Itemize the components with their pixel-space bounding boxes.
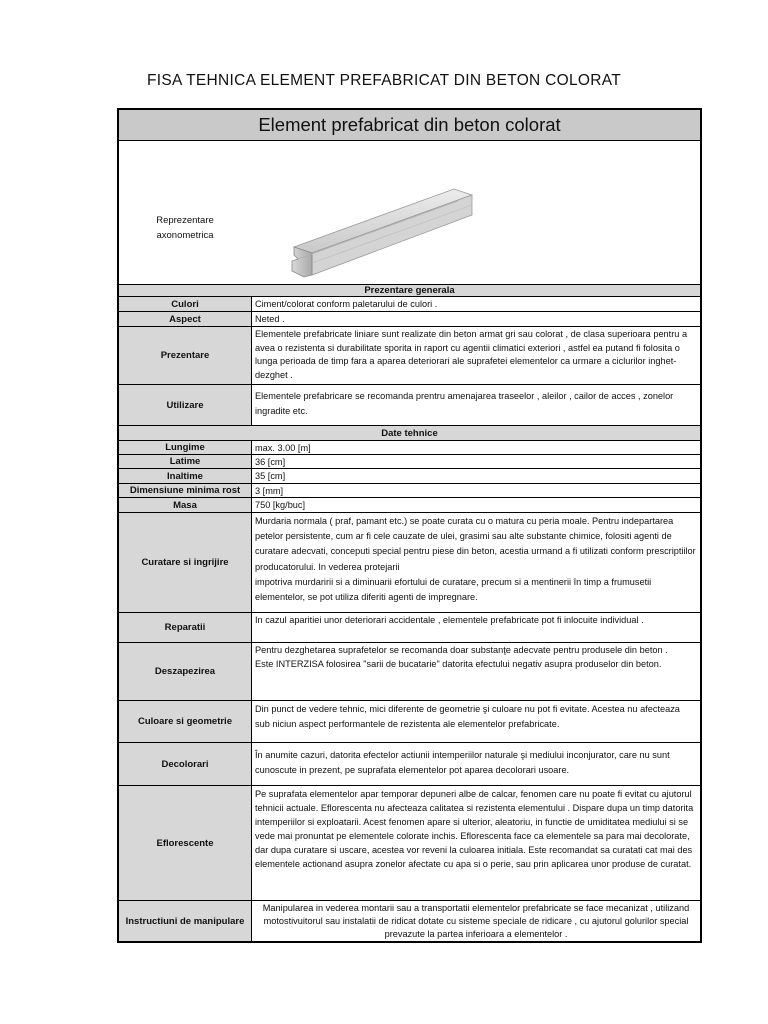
image-label: Reprezentare axonometrica [156, 215, 214, 241]
row-culoare [119, 701, 700, 743]
label-reparatii: Reparatii [119, 613, 252, 642]
label-culori: Culori [119, 297, 252, 311]
technical-sheet-table [117, 108, 702, 943]
value-lungime: max. 3.00 [m] [255, 443, 311, 453]
row-latime [119, 455, 700, 469]
value-rost: 3 [mm] [255, 486, 284, 496]
deszapezirea-paragraph-2: Este INTERZISA folosirea "sarii de bucatarie" datorita efectului negativ asupra produselor din beton. [255, 658, 662, 669]
deszapezirea-paragraph-1: Pentru dezghetarea suprafetelor se recomanda doar substanţe adecvate pentru produsele din beton . [255, 645, 668, 655]
product-drawing [282, 181, 482, 296]
value-manipulare: Manipularea in vederea montarii sau a transportatii elementelor prefabricate se face mecanizat , utilizand motostivuitorul sau instalatii de ridicat dotate cu sisteme speciale de ridicare , cu ajutorul golurilor special prevazute la partea inferioara a elementelor . [262, 903, 690, 939]
section-general: Prezentare generala [119, 285, 700, 297]
row-lungime [119, 441, 700, 455]
label-manipulare: Instructiuni de manipulare [119, 901, 252, 941]
row-utilizare [119, 385, 700, 426]
row-inaltime [119, 469, 700, 484]
value-aspect: Neted . [255, 314, 285, 324]
curatare-paragraph-2: impotriva murdaririi si a diminuarii efortului de curatare, precum si a mentinerii în timp a frumusetii elementelor, se pot utiliza diferiti agenti de impregnare. [255, 576, 652, 603]
label-aspect: Aspect [119, 312, 252, 326]
label-deszapezirea: Deszapezirea [119, 643, 252, 700]
row-manipulare [119, 901, 700, 941]
row-culori [119, 297, 700, 312]
row-eflorescente [119, 786, 700, 901]
label-culoare: Culoare si geometrie [119, 701, 252, 742]
row-masa [119, 498, 700, 513]
section-technical: Date tehnice [119, 426, 700, 441]
value-culori: Ciment/colorat conform paletarului de culori . [255, 299, 438, 309]
label-curatare: Curatare si ingrijire [119, 513, 252, 612]
value-utilizare: Elementele prefabricare se recomanda prentru amenajarea traseelor , aleilor , cailor de acces , zonelor ingradite etc. [255, 391, 674, 416]
row-rost [119, 484, 700, 498]
row-deszapezirea [119, 643, 700, 701]
label-inaltime: Inaltime [119, 469, 252, 483]
document-title: FISA TEHNICA ELEMENT PREFABRICAT DIN BETON COLORAT [146, 72, 622, 89]
label-latime: Latime [119, 455, 252, 468]
value-deszapezirea [252, 643, 700, 700]
label-decolorari: Decolorari [119, 743, 252, 785]
label-utilizare: Utilizare [119, 385, 252, 425]
concrete-curb-icon [282, 181, 482, 291]
row-curatare [119, 513, 700, 613]
row-reparatii [119, 613, 700, 643]
value-inaltime: 35 [cm] [255, 471, 286, 481]
value-latime: 36 [cm] [255, 457, 286, 467]
value-reparatii: In cazul aparitiei unor deteriorari accidentale , elementele prefabricate pot fi inlocuite individual . [255, 615, 644, 625]
value-culoare: Din punct de vedere tehnic, mici diferente de geometrie şi culoare nu pot fi evitate. Acestea nu afecteaza sub niciun aspect performantele de rezistenta ale elementelor prefabricate. [255, 704, 680, 730]
label-eflorescente: Eflorescente [119, 786, 252, 900]
label-rost: Dimensiune minima rost [119, 484, 252, 497]
value-curatare [252, 513, 700, 612]
row-aspect [119, 312, 700, 327]
label-masa: Masa [119, 498, 252, 512]
curatare-paragraph-1: Murdaria normala ( praf, pamant etc.) se poate curata cu o matura cu peria moale. Pentru indepartarea petelor persistente, cum ar fi cele cauzate de ulei, grasimi sau alte substante chimice, folositi agenti de curatare adecvati, conceputi special pentru piese din beton, acestia urmand a fi utilizati conform prescriptiilor producatorului. In vederea protejarii [255, 516, 696, 572]
value-decolorari: În anumite cazuri, datorita efectelor actiunii intemperiilor naturale şi mediului inconjurator, care nu sunt cunoscute in prezent, pe suprafata elementelor pot aparea decolorari usoare. [255, 750, 670, 776]
value-prezentare: Elementele prefabricate liniare sunt realizate din beton armat gri sau colorat , de clasa superioara pentru a avea o rezistenta si durabilitate sporita in raport cu agentii climatici exteriori , astfel ea putand fi folosita o lunga perioada de timp fara a aparea deteriorari ale suprafetei elementelor ca urmare a ciclurilor inghet-dezghet . [255, 329, 688, 380]
value-eflorescente: Pe suprafata elementelor apar temporar depuneri albe de calcar, fenomen care nu poate fi evitat cu ajutorul tehnicii actuale. Eflorescenta nu afecteaza calitatea si rezistenta elementului . Dispare dupa un timp datorita intemperiilor si exploatarii. Acest fenomen apare si ulterior, aleatoriu, in functie de umiditatea mediului si se vede mai pronuntat pe elementele colorate inchis. Eflorescenta face ca elementele sa para mai decolorate, dar dupa curatare si uscare, acestea vor reveni la culoarea initiala. Este recomandat sa curatati cat mai des elementele actionand asupra zonelor afectate cu apa si o perie, sau prin aplicarea unor produse de curatat. [255, 789, 694, 869]
image-row [119, 141, 700, 285]
value-masa: 750 [kg/buc] [255, 500, 306, 510]
label-prezentare: Prezentare [119, 327, 252, 384]
row-decolorari [119, 743, 700, 786]
label-lungime: Lungime [119, 441, 252, 454]
row-prezentare [119, 327, 700, 385]
table-header: Element prefabricat din beton colorat [119, 110, 700, 141]
